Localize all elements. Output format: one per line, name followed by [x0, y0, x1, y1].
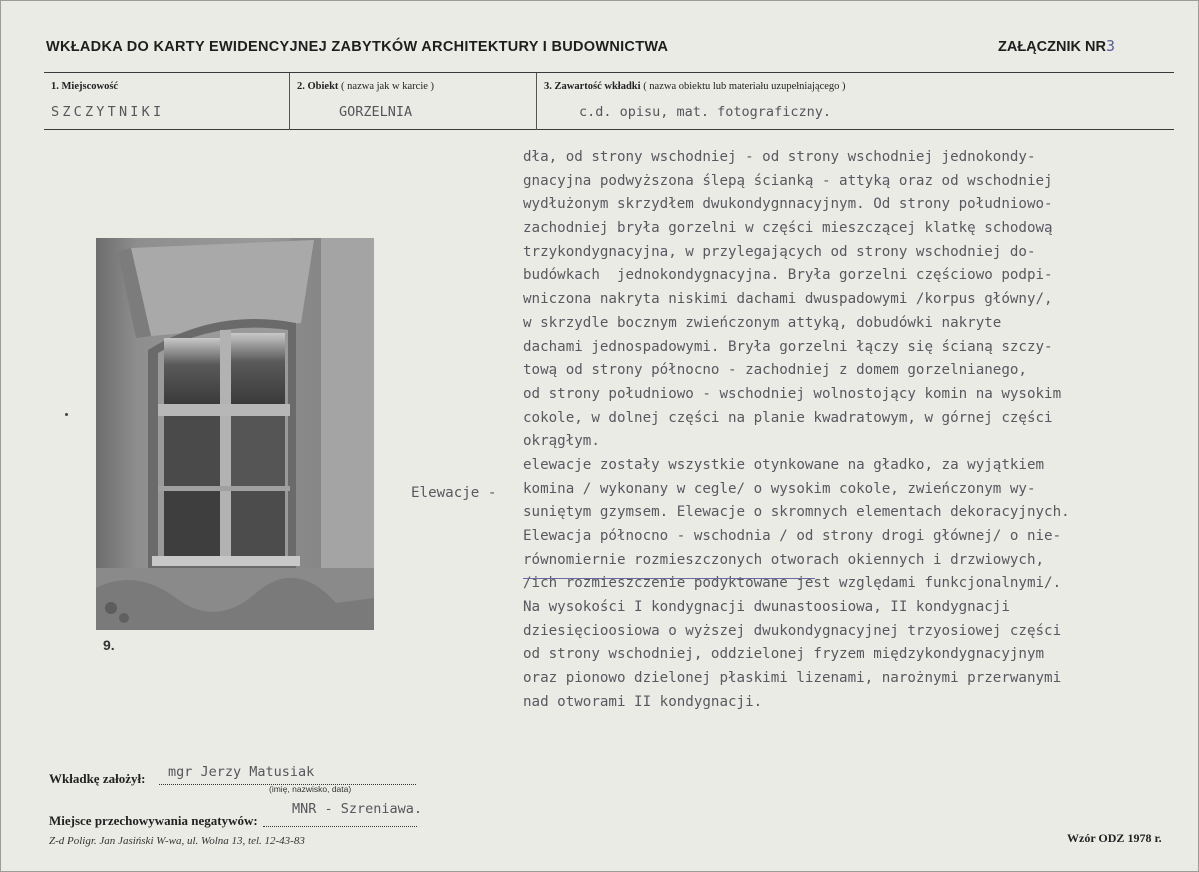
description-line: nad otworami II kondygnacji. [523, 693, 763, 710]
description-line: wydłużonym skrzydłem dwukondygnnacyjnym. Od strony południowo- [523, 196, 1053, 213]
description-line: trzykondygnacyjna, w przylegających od strony wschodniej do- [523, 243, 1036, 260]
description-line: gnacyjna podwyższona ślepą ścianką - attyką oraz od wschodniej [523, 172, 1053, 189]
description-line: okrągłym. [523, 433, 600, 450]
description-line: komina / wykonany w cegle/ o wysokim cokole, zwieńczonym wy- [523, 480, 1036, 497]
description-line: dachami jednospadowymi. Bryła gorzelni łączy się ścianą szczy- [523, 338, 1053, 355]
description-line: od strony wschodniej, oddzielonej fryzem międzykondygnacyjnym [523, 646, 1045, 663]
description-line: cokole, w dolnej części na planie kwadratowym, w górnej części [523, 409, 1053, 426]
description-line: /ich rozmieszczenie podyktowane jest względami funkcjonalnymi/. [523, 575, 1062, 592]
form-title: WKŁADKA DO KARTY EWIDENCYJNEJ ZABYTKÓW ARCHITEKTURY I BUDOWNICTWA [46, 39, 669, 55]
margin-dot [65, 413, 68, 416]
form-model-id: Wzór ODZ 1978 r. [1067, 831, 1162, 845]
content-value: c.d. opisu, mat. fotograficzny. [579, 104, 831, 120]
object-label: 2. Obiekt ( nazwa jak w karcie ) [297, 81, 435, 92]
photo-number: 9. [103, 637, 115, 653]
description-line: elewacje zostały wszystkie otynkowane na gładko, za wyjątkiem [523, 456, 1045, 473]
description-line: w skrzydle bocznym zwieńczonym attyką, dobudówki nakryte [523, 314, 1002, 331]
locality-label: 1. Miejscowość [51, 81, 119, 92]
founder-label: Wkładkę założył: [49, 771, 146, 786]
description-text [523, 146, 1070, 715]
description-line: oraz pionowo dzielonej płaskimi lizenami, narożnymi przerwanymi [523, 670, 1062, 687]
description-line: Na wysokości I kondygnacji dwunastoosiowa, II kondygnacji [523, 599, 1010, 616]
description-line: od strony południowo - wschodniej wolnostojący komin na wysokim [523, 385, 1062, 402]
field-divider-1 [289, 73, 290, 130]
printer-imprint: Z-d Poligr. Jan Jasiński W-wa, ul. Wolna 13, tel. 12-43-83 [49, 835, 305, 847]
object-value: GORZELNIA [339, 104, 413, 120]
heading-underline [523, 578, 815, 579]
content-label: 3. Zawartość wkładki ( nazwa obiektu lub materiału uzupełniającego ) [544, 81, 846, 92]
founder-hint: (imię, nazwisko, data) [269, 784, 352, 794]
description-line: dła, od strony wschodniej - od strony wschodniej jednokondy- [523, 149, 1036, 165]
attachment-heading [998, 37, 1115, 55]
storage-dotted-line [263, 826, 417, 827]
field-divider-2 [536, 73, 537, 130]
description-line: zachodniej bryła gorzelni w części mieszczącej klatkę schodową [523, 220, 1053, 237]
section-label-elevations: Elewacje - [411, 485, 497, 501]
founder-value: mgr Jerzy Matusiak [168, 764, 315, 780]
description-line: Elewacja północno - wschodnia / od strony drogi głównej/ o nie- [523, 528, 1062, 544]
description-line: równomiernie rozmieszczonych otworach okiennych i drzwiowych, [523, 551, 1045, 568]
locality-value: SZCZYTNIKI [51, 104, 165, 120]
storage-value: MNR - Szreniawa. [292, 801, 423, 817]
attachment-number: 3 [1105, 37, 1115, 55]
description-line: tową od strony północno - zachodniej z domem gorzelnianego, [523, 362, 1027, 379]
description-line: dziesięcioosiowa o wyższej dwukondygnacyjnej trzyosiowej części [523, 622, 1062, 639]
storage-label: Miejsce przechowywania negatywów: [49, 813, 258, 828]
header-rule-bottom [44, 129, 1174, 130]
window-photograph [96, 238, 374, 630]
header-rule-top [44, 72, 1174, 73]
attachment-label: ZAŁĄCZNIK NR [998, 39, 1106, 55]
description-line: wniczona nakryta niskimi dachami dwuspadowymi /korpus główny/, [523, 291, 1053, 308]
description-line: suniętym gzymsem. Elewacje o skromnych elementach dekoracyjnych. [523, 504, 1070, 521]
description-line: budówkach jednokondygnacyjna. Bryła gorzelni częściowo podpi- [523, 267, 1053, 284]
